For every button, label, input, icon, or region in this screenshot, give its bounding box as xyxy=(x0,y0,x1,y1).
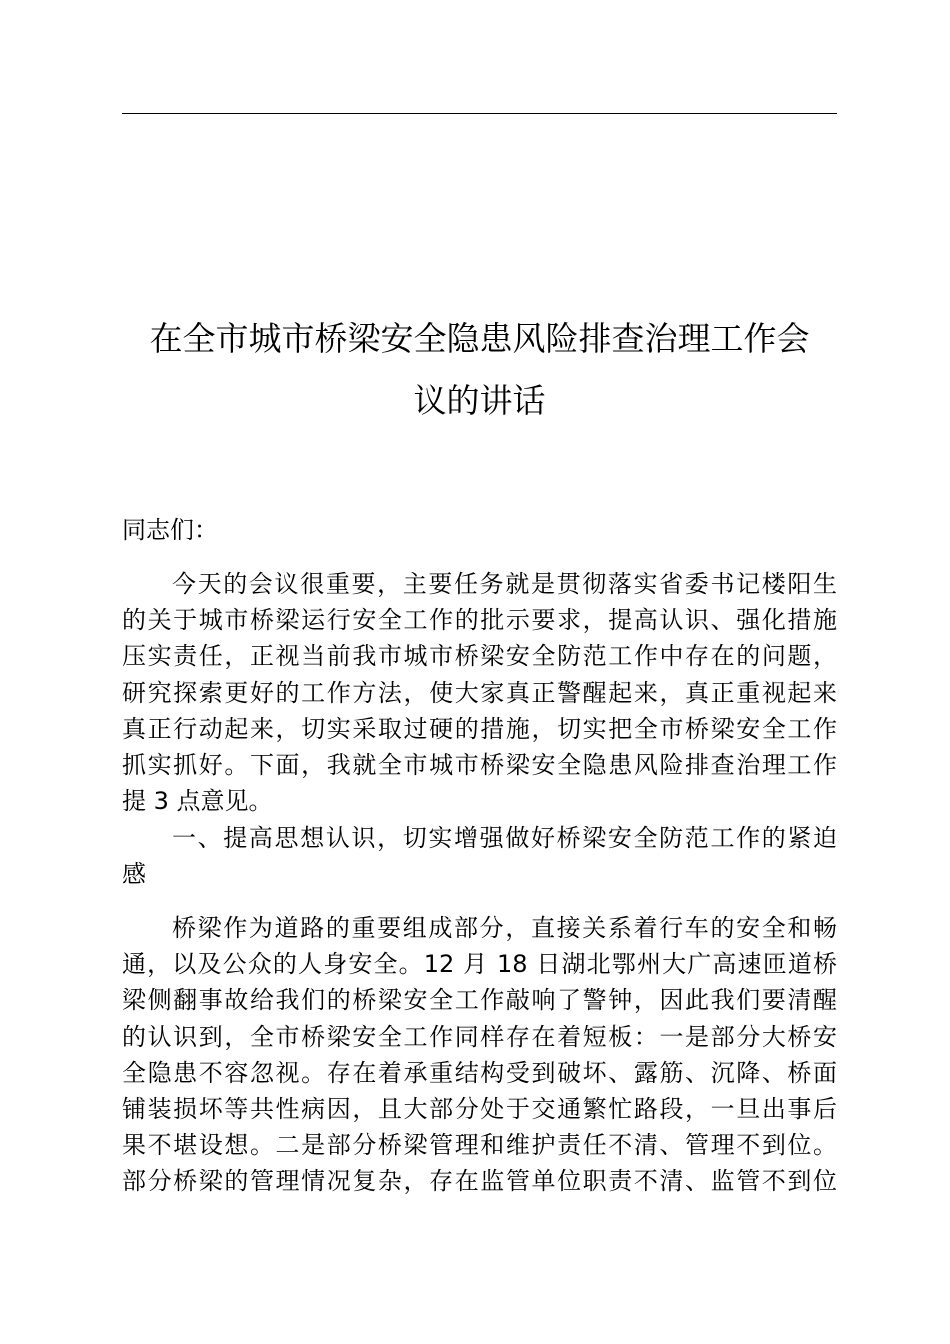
title-line-2: 议的讲话 xyxy=(413,381,546,420)
text-line: 研究探索更好的工作方法，使大家真正警醒起来，真正重视起来 xyxy=(122,678,837,707)
text-line: 压实责任，正视当前我市城市桥梁安全防范工作中存在的问题， xyxy=(122,642,837,671)
text-line: 提 3 点意见。 xyxy=(122,787,273,816)
text-line: 真正行动起来，切实采取过硬的措施，切实把全市桥梁安全工作 xyxy=(122,714,837,743)
text-line: 感 xyxy=(122,860,146,889)
text-line: 今天的会议很重要，主要任务就是贯彻落实省委书记楼阳生 xyxy=(172,570,837,598)
text-line: 抓实抓好。下面，我就全市城市桥梁安全隐患风险排查治理工作 xyxy=(122,751,837,780)
text-line: 全隐患不容忽视。存在着承重结构受到破坏、露筋、沉降、桥面 xyxy=(122,1058,837,1087)
text-line: 铺装损坏等共性病因，且大部分处于交通繁忙路段，一旦出事后 xyxy=(122,1095,837,1124)
text-line: 通，以及公众的人身安全。12 月 18 日湖北鄂州大广高速匝道桥 xyxy=(122,950,837,979)
text-line: 果不堪设想。二是部分桥梁管理和维护责任不清、管理不到位。 xyxy=(122,1131,837,1160)
header-rule xyxy=(122,113,837,114)
paragraph-intro xyxy=(122,566,837,819)
text-line: 桥梁作为道路的重要组成部分，直接关系着行车的安全和畅 xyxy=(172,914,837,942)
text-line: 部分桥梁的管理情况复杂，存在监管单位职责不清、监管不到位 xyxy=(122,1167,837,1196)
text-line: 的认识到，全市桥梁安全工作同样存在着短板：一是部分大桥安 xyxy=(122,1022,837,1051)
text-line: 一、提高思想认识，切实增强做好桥梁安全防范工作的紧迫 xyxy=(172,824,837,852)
salutation: 同志们： xyxy=(122,516,218,544)
page-title xyxy=(122,308,837,432)
text-line: 梁侧翻事故给我们的桥梁安全工作敲响了警钟，因此我们要清醒 xyxy=(122,986,837,1015)
section-heading-1 xyxy=(122,820,837,892)
title-line-1: 在全市城市桥梁安全隐患风险排查治理工作会 xyxy=(149,319,810,358)
paragraph-bridges xyxy=(122,910,837,1200)
text-line: 的关于城市桥梁运行安全工作的批示要求，提高认识、强化措施 xyxy=(122,606,837,635)
